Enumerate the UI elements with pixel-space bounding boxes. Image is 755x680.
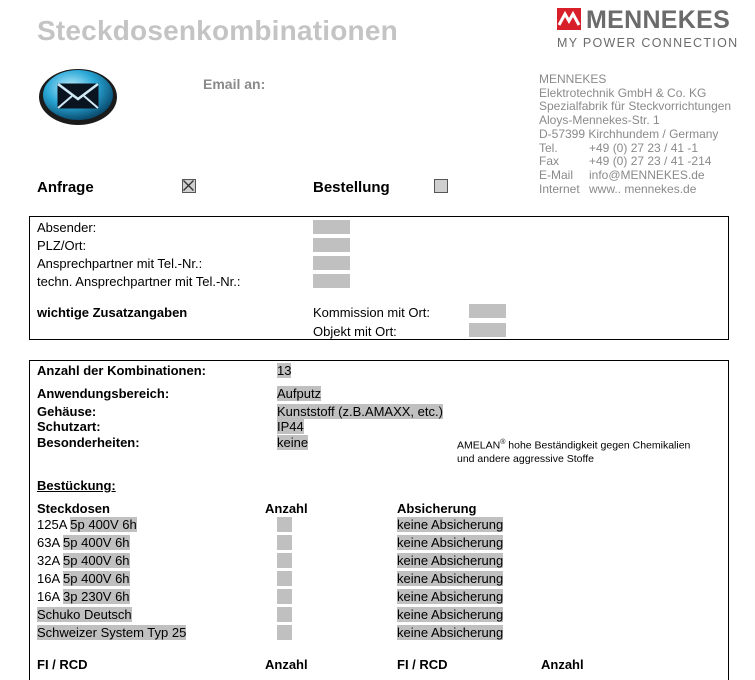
absicherung-value[interactable]: keine Absicherung [397, 589, 504, 604]
anzahl-input[interactable] [277, 553, 292, 568]
mennekes-logo [556, 6, 739, 52]
tel-value: +49 (0) 27 23 / 41 -1 [589, 140, 699, 155]
socket-type[interactable]: 5p 400V 6h [63, 535, 130, 550]
internet-label: Internet [539, 181, 580, 196]
email-contact-label: E-Mail [539, 167, 574, 182]
socket-rating: 16A [37, 589, 64, 604]
plz-ort-label: PLZ/Ort: [37, 238, 87, 253]
col-anzahl-fi-1: Anzahl [265, 657, 308, 672]
absicherung-value[interactable]: keine Absicherung [397, 517, 504, 532]
col-anzahl: Anzahl [265, 501, 308, 516]
table-row [37, 589, 130, 604]
anwendung-label: Anwendungsbereich: [37, 386, 170, 401]
besonderheiten-value[interactable]: keine [277, 435, 309, 450]
company-city: D-57399 Kirchhundem / Germany [539, 126, 719, 141]
bestellung-checkbox[interactable] [434, 179, 448, 193]
table-row [37, 607, 132, 622]
amelan-note [457, 436, 690, 466]
anzahl-label: Anzahl der Kombinationen: [37, 363, 206, 378]
amelan-registered: ® [500, 439, 506, 446]
fax-label: Fax [539, 154, 560, 169]
company-address [539, 73, 731, 196]
absicherung-value[interactable]: keine Absicherung [397, 625, 504, 640]
anzahl-input[interactable] [277, 571, 292, 586]
schutzart-label: Schutzart: [37, 419, 101, 434]
objekt-label: Objekt mit Ort: [313, 324, 397, 339]
envelope-icon [38, 66, 120, 126]
table-row [37, 553, 130, 568]
ansprechpartner-label: Ansprechpartner mit Tel.-Nr.: [37, 256, 203, 271]
col-absicherung: Absicherung [397, 501, 477, 516]
company-street: Aloys-Mennekes-Str. 1 [539, 113, 660, 128]
anzahl-input[interactable] [277, 589, 292, 604]
socket-type[interactable]: 5p 400V 6h [70, 517, 137, 532]
absender-label: Absender: [37, 220, 97, 235]
col-anzahl-fi-2: Anzahl [541, 657, 584, 672]
table-row [37, 625, 186, 640]
col-steckdosen: Steckdosen [37, 501, 110, 516]
logo-brand: MENNEKES [586, 6, 731, 34]
socket-rating: 32A [37, 553, 64, 568]
socket-type[interactable]: 5p 400V 6h [63, 571, 130, 586]
mennekes-logo-icon [557, 8, 581, 30]
table-row [37, 571, 130, 586]
bestellung-label: Bestellung [313, 179, 390, 196]
amelan-line1: hohe Beständigkeit gegen Chemikalien [505, 439, 691, 452]
socket-rating: 16A [37, 571, 64, 586]
techn-ansprechpartner-label: techn. Ansprechpartner mit Tel.-Nr.: [37, 274, 241, 289]
anwendung-value[interactable]: Aufputz [277, 386, 322, 401]
table-row [37, 535, 130, 550]
anzahl-input[interactable] [277, 517, 292, 532]
email-button[interactable] [38, 66, 120, 126]
socket-type[interactable]: 5p 400V 6h [63, 553, 130, 568]
besonderheiten-label: Besonderheiten: [37, 435, 140, 450]
absicherung-value[interactable]: keine Absicherung [397, 571, 504, 586]
bestueckung-heading: Bestückung: [37, 478, 116, 493]
plz-ort-input[interactable] [313, 238, 350, 252]
schutzart-value[interactable]: IP44 [277, 419, 304, 434]
absicherung-value[interactable]: keine Absicherung [397, 607, 504, 622]
company-line2: Spezialfabrik für Steckvorrichtungen [539, 99, 732, 114]
col-fi-rcd-2: FI / RCD [397, 657, 448, 672]
anzahl-value[interactable]: 13 [277, 363, 292, 378]
amelan-line2: und andere aggressive Stoffe [457, 452, 594, 465]
socket-rating: 63A [37, 535, 64, 550]
socket-type[interactable]: Schweizer System Typ 25 [37, 625, 187, 640]
anzahl-input[interactable] [277, 535, 292, 550]
absicherung-value[interactable]: keine Absicherung [397, 535, 504, 550]
anfrage-label: Anfrage [37, 179, 94, 196]
tel-label: Tel. [539, 140, 558, 155]
objekt-input[interactable] [469, 323, 506, 337]
kommission-label: Kommission mit Ort: [313, 305, 431, 320]
col-fi-rcd-1: FI / RCD [37, 657, 88, 672]
fax-value: +49 (0) 27 23 / 41 -214 [589, 154, 712, 169]
table-row [37, 517, 137, 532]
socket-rating: 125A [37, 517, 71, 532]
anzahl-input[interactable] [277, 607, 292, 622]
company-line1: Elektrotechnik GmbH & Co. KG [539, 85, 707, 100]
anzahl-input[interactable] [277, 625, 292, 640]
email-contact-value: info@MENNEKES.de [589, 167, 705, 182]
page-title: Steckdosenkombinationen [37, 15, 398, 46]
amelan-brand: AMELAN [457, 439, 501, 452]
kommission-input[interactable] [469, 304, 506, 318]
ansprechpartner-input[interactable] [313, 256, 350, 270]
gehaeuse-label: Gehäuse: [37, 404, 97, 419]
checkmark-x-icon [183, 180, 194, 191]
absicherung-value[interactable]: keine Absicherung [397, 553, 504, 568]
email-label: Email an: [203, 76, 266, 92]
company-name: MENNEKES [539, 72, 607, 86]
techn-ansprechpartner-input[interactable] [313, 274, 350, 288]
socket-type[interactable]: 3p 230V 6h [63, 589, 130, 604]
internet-value: www.. mennekes.de [589, 181, 697, 196]
anfrage-checkbox[interactable] [182, 179, 196, 193]
socket-type[interactable]: Schuko Deutsch [37, 607, 132, 622]
gehaeuse-value[interactable]: Kunststoff (z.B.AMAXX, etc.) [277, 404, 443, 419]
zusatz-heading: wichtige Zusatzangaben [37, 305, 188, 320]
logo-tagline: MY POWER CONNECTION [557, 36, 739, 50]
absender-input[interactable] [313, 220, 350, 234]
